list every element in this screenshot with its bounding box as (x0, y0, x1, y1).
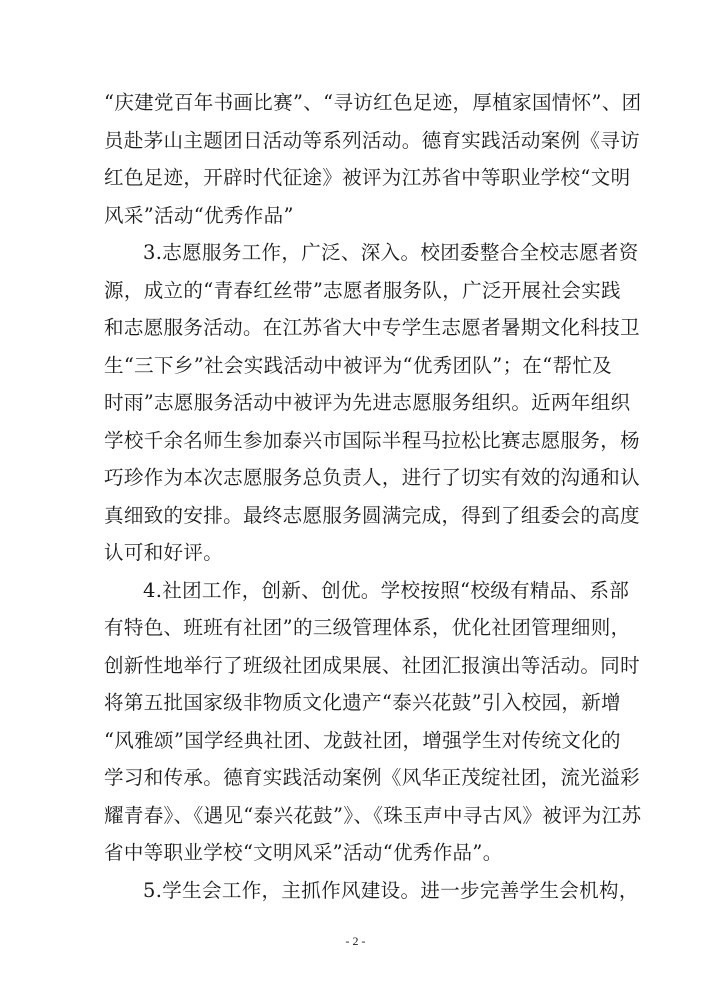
body-text (104, 84, 642, 909)
text-line: 源，成立的“青春红丝带”志愿者服务队，广泛开展社会实践 (104, 278, 621, 302)
text-line: 员赴茅山主题团日活动等系列活动。德育实践活动案例《寻访 (104, 128, 640, 152)
text-line: 和志愿服务活动。在江苏省大中专学生志愿者暑期文化科技卫 (104, 316, 640, 339)
text-line: 时雨”志愿服务活动中被评为先进志愿服务组织。近两年组织 (104, 391, 631, 414)
paragraph-start-club-work: 4.社团工作，创新、创优。学校按照“校级有精品、系部 (143, 578, 630, 602)
text-line: 认可和好评。 (104, 541, 224, 564)
paragraph-start-volunteer-service: 3.志愿服务工作，广泛、深入。校团委整合全校志愿者资 (143, 241, 639, 264)
text-line: 将第五批国家级非物质文化遗产“泰兴花鼓”引入校园，新增 (104, 691, 621, 714)
text-line: 创新性地举行了班级社团成果展、社团汇报演出等活动。同时 (104, 653, 640, 677)
text-line: 省中等职业学校“文明风采”活动“优秀作品”。 (104, 841, 503, 864)
text-line: 耀青春》、《遇见“泰兴花鼓”》、《珠玉声中寻古风》被评为江苏 (104, 803, 642, 827)
text-line: “风雅颂”国学经典社团、龙鼓社团，增强学生对传统文化的 (104, 728, 621, 752)
text-line: 有特色、班班有社团”的三级管理体系，优化社团管理细则， (104, 616, 631, 639)
text-line: 生“三下乡”社会实践活动中被评为“优秀团队”；在“帮忙及 (104, 353, 613, 377)
text-line: 真细致的安排。最终志愿服务圆满完成，得到了组委会的高度 (104, 503, 640, 527)
text-line: 风采”活动“优秀作品” (104, 203, 294, 227)
text-line: 巧珍作为本次志愿服务总负责人，进行了切实有效的沟通和认 (104, 466, 640, 489)
text-line: “庆建党百年书画比赛”、“寻访红色足迹，厚植家国情怀”、团 (104, 91, 642, 114)
text-line: 学校千余名师生参加泰兴市国际半程马拉松比赛志愿服务，杨 (104, 428, 640, 452)
page-number: - 2 - (345, 934, 366, 948)
text-line: 红色足迹，开辟时代征途》被评为江苏省中等职业学校“文明 (104, 166, 631, 189)
paragraph-start-student-union: 5.学生会工作，主抓作风建设。进一步完善学生会机构， (143, 878, 639, 902)
text-line: 学习和传承。德育实践活动案例《风华正茂绽社团，流光溢彩 (104, 766, 640, 789)
